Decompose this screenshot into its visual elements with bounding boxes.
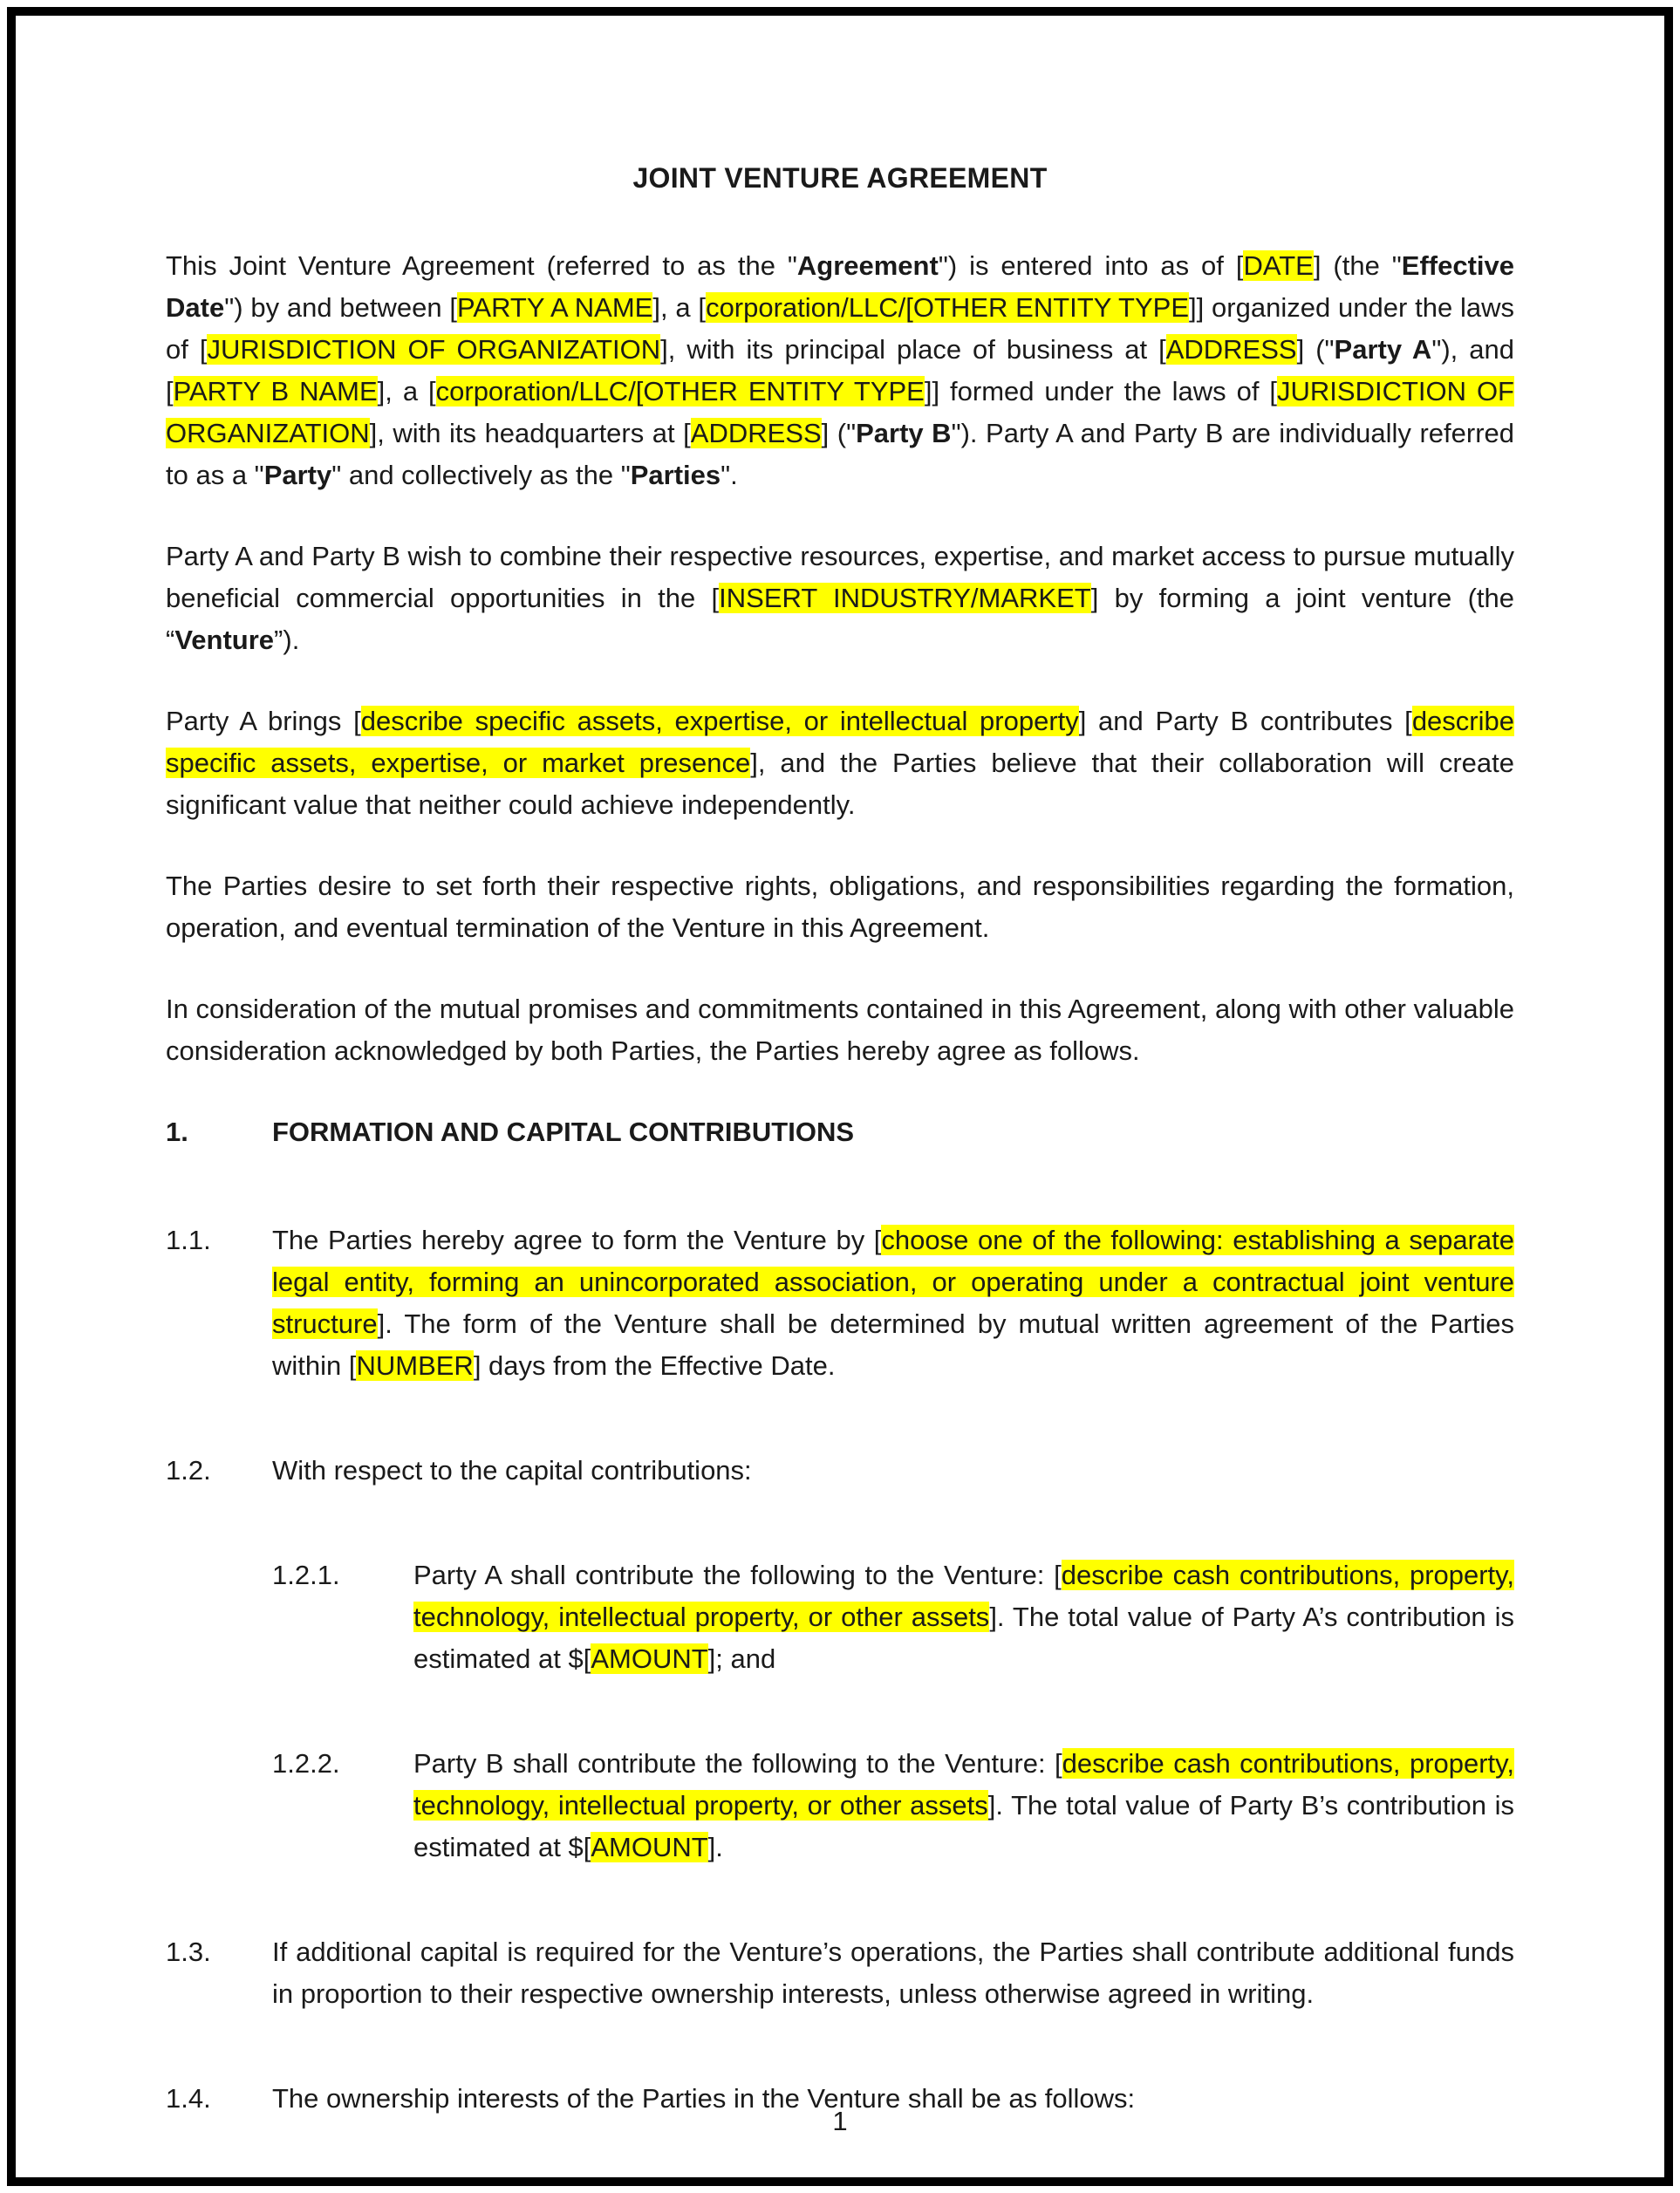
page-number: 1 — [832, 2106, 848, 2136]
intro-paragraph-1 — [166, 245, 1514, 496]
text-run: ], a [ — [377, 376, 436, 406]
intro-paragraph-4 — [166, 865, 1514, 949]
text-run: ]] formed under the laws of [ — [924, 376, 1278, 406]
text-run: This Joint Venture Agreement (referred to as the " — [166, 250, 797, 281]
intro-paragraph-2 — [166, 536, 1514, 661]
section-title — [272, 1111, 1514, 1153]
document-body — [166, 162, 1514, 2183]
text-run: Party A shall contribute the following to the Venture: [ — [413, 1560, 1062, 1590]
text-run: ]; and — [707, 1643, 776, 1674]
text-run: If additional capital is required for the Venture’s operations, the Parties shall contribute additional funds in proportion to their respective ownership interests, unless otherwise agreed in writing. — [272, 1937, 1514, 2009]
page-border — [7, 7, 1673, 2186]
clause-text — [272, 1219, 1514, 1387]
text-run: ] (" — [821, 418, 857, 448]
text-run: ] days from the Effective Date. — [473, 1350, 836, 1381]
clause-text — [272, 1450, 1514, 1492]
clause-text — [272, 1931, 1514, 2015]
text-run: ]. — [707, 1832, 723, 1862]
text-run: The Parties desire to set forth their respective rights, obligations, and responsibilities regarding the formation, operation, and eventual termination of the Venture in this Agreement. — [166, 871, 1514, 943]
text-run: ] (" — [1296, 334, 1335, 365]
clause-1-2 — [166, 1450, 1514, 1492]
text-run: With respect to the capital contributions: — [272, 1455, 752, 1486]
clause-1-2-1 — [272, 1554, 1514, 1680]
text-run: The Parties hereby agree to form the Venture by [ — [272, 1225, 882, 1255]
clause-1-3 — [166, 1931, 1514, 2015]
placeholder-highlight: choose one of the following: establishing a separate legal entity, forming an unincorporated association, or operating under a contractual joint venture structure — [272, 1225, 1514, 1339]
text-run: ], with its headquarters at [ — [369, 418, 691, 448]
placeholder-highlight: AMOUNT — [591, 1832, 708, 1862]
text-run: FORMATION AND CAPITAL CONTRIBUTIONS — [272, 1117, 855, 1147]
placeholder-highlight: DATE — [1243, 250, 1314, 281]
section-number: 1. — [166, 1117, 188, 1147]
text-run: The ownership interests of the Parties in the Venture shall be as follows: — [272, 2083, 1136, 2114]
text-run: ") by and between [ — [224, 292, 458, 323]
text-run: Party — [263, 460, 332, 490]
intro-paragraph-3 — [166, 700, 1514, 826]
text-run: " and collectively as the " — [331, 460, 631, 490]
clause-number: 1.4. — [166, 2083, 211, 2114]
placeholder-highlight: PARTY A NAME — [457, 292, 653, 323]
text-run: Party B shall contribute the following to the Venture: [ — [413, 1748, 1062, 1779]
placeholder-highlight: NUMBER — [356, 1350, 474, 1381]
text-run: ] by forming a joint venture (the “ — [166, 583, 1514, 655]
placeholder-highlight: corporation/LLC/[OTHER ENTITY TYPE — [435, 376, 925, 406]
placeholder-highlight: JURISDICTION OF ORGANIZATION — [207, 334, 661, 365]
text-run: Party A and Party B wish to combine their respective resources, expertise, and market access to pursue mutually beneficial commercial opportunities in the [ — [166, 541, 1514, 613]
text-run: ]. The form of the Venture shall be determined by mutual written agreement of the Parties within [ — [272, 1308, 1514, 1381]
text-run: Party B — [856, 418, 952, 448]
text-run: ]. The total value of Party A’s contribution is estimated at $[ — [413, 1602, 1515, 1674]
document-title: JOINT VENTURE AGREEMENT — [632, 162, 1048, 194]
text-run: ], and the Parties believe that their collaboration will create significant value that neither could achieve independently. — [166, 748, 1514, 820]
placeholder-highlight: ADDRESS — [1165, 334, 1297, 365]
placeholder-highlight: corporation/LLC/[OTHER ENTITY TYPE — [706, 292, 1190, 323]
text-run: ]. The total value of Party B’s contribution is estimated at $[ — [413, 1790, 1514, 1862]
clause-1-1 — [166, 1219, 1514, 1387]
placeholder-highlight: PARTY B NAME — [173, 376, 378, 406]
placeholder-highlight: ADDRESS — [690, 418, 822, 448]
placeholder-highlight: describe cash contributions, property, technology, intellectual property, or other assets — [413, 1560, 1514, 1632]
clause-1-2-2 — [272, 1743, 1514, 1868]
text-run: ] (the " — [1313, 250, 1402, 281]
clause-number: 1.3. — [166, 1937, 211, 1967]
text-run: ]] organized under the laws of [ — [166, 292, 1514, 365]
text-run: Agreement — [796, 250, 939, 281]
clause-number: 1.2.2. — [272, 1748, 340, 1779]
text-run: ”). — [274, 625, 300, 655]
text-run: Parties — [630, 460, 721, 490]
clause-text — [413, 1743, 1514, 1868]
text-run: ". — [720, 460, 738, 490]
section-1-heading — [166, 1111, 1514, 1153]
clause-number: 1.2.1. — [272, 1560, 340, 1590]
text-run: Party A — [1334, 334, 1432, 365]
text-run: ], with its principal place of business at [ — [660, 334, 1166, 365]
text-run: ], a [ — [652, 292, 707, 323]
clause-text — [413, 1554, 1514, 1680]
text-run: "), and [ — [166, 334, 1514, 406]
clause-number: 1.1. — [166, 1225, 211, 1255]
placeholder-highlight: describe specific assets, expertise, or market presence — [166, 706, 1514, 778]
placeholder-highlight: JURISDICTION OF ORGANIZATION — [166, 376, 1514, 448]
text-run: In consideration of the mutual promises and commitments contained in this Agreement, along with other valuable consideration acknowledged by both Parties, the Parties hereby agree as follows. — [166, 994, 1514, 1066]
text-run: ") is entered into as of [ — [938, 250, 1244, 281]
text-run: Party A brings [ — [166, 706, 361, 736]
clause-number: 1.2. — [166, 1455, 211, 1486]
placeholder-highlight: INSERT INDUSTRY/MARKET — [719, 583, 1091, 613]
placeholder-highlight: describe cash contributions, property, technology, intellectual property, or other assets — [413, 1748, 1514, 1821]
text-run: "). Party A and Party B are individually referred to as a " — [166, 418, 1514, 490]
text-run: Venture — [174, 625, 275, 655]
placeholder-highlight: AMOUNT — [591, 1643, 708, 1674]
placeholder-highlight: describe specific assets, expertise, or intellectual property — [360, 706, 1079, 736]
text-run: ] and Party B contributes [ — [1078, 706, 1412, 736]
intro-paragraph-5 — [166, 988, 1514, 1072]
text-run: Effective Date — [166, 250, 1514, 323]
